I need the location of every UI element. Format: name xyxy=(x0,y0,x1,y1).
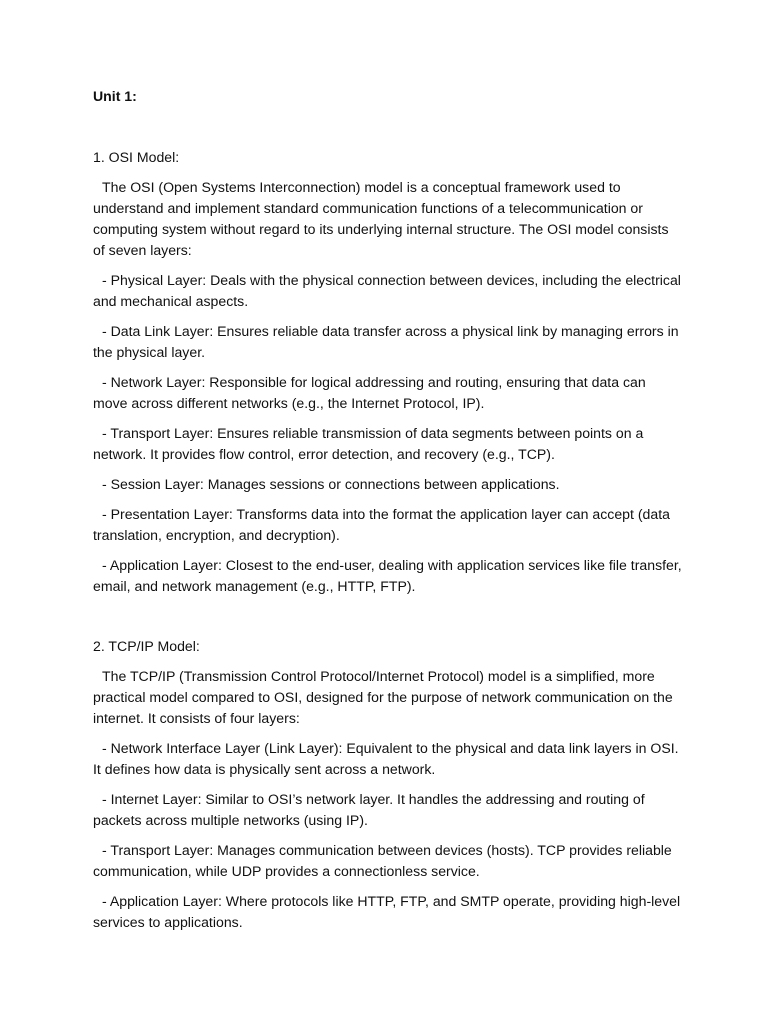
list-item-transport-layer: - Transport Layer: Manages communication between devices (hosts). TCP provides reliable communication, while UDP provides a connectionless service. xyxy=(93,842,672,879)
section-intro: The TCP/IP (Transmission Control Protocol/Internet Protocol) model is a simplified, more practical model compared to OSI, designed for the purpose of network communication on the internet. It consists of four layers: xyxy=(93,668,673,726)
list-item-session-layer: - Session Layer: Manages sessions or connections between applications. xyxy=(102,476,560,492)
section-tcpip-model xyxy=(93,636,683,942)
list-item-physical-layer: - Physical Layer: Deals with the physical connection between devices, including the electrical and mechanical aspects. xyxy=(93,272,681,309)
list-item-network-interface-layer: - Network Interface Layer (Link Layer): Equivalent to the physical and data link layers in OSI. It defines how data is physically sent across a network. xyxy=(93,740,679,777)
list-item-data-link-layer: - Data Link Layer: Ensures reliable data transfer across a physical link by managing errors in the physical layer. xyxy=(93,323,679,360)
list-item-application-layer: - Application Layer: Where protocols like HTTP, FTP, and SMTP operate, providing high-level services to applications. xyxy=(93,893,681,930)
list-item-internet-layer: - Internet Layer: Similar to OSI’s network layer. It handles the addressing and routing of packets across multiple networks (using IP). xyxy=(93,791,645,828)
list-item-transport-layer: - Transport Layer: Ensures reliable transmission of data segments between points on a network. It provides flow control, error detection, and recovery (e.g., TCP). xyxy=(93,425,644,462)
unit-title: Unit 1: xyxy=(93,88,137,104)
list-item-application-layer: - Application Layer: Closest to the end-user, dealing with application services like file transfer, email, and network management (e.g., HTTP, FTP). xyxy=(93,557,682,594)
section-heading: 1. OSI Model: xyxy=(93,149,180,165)
list-item-network-layer: - Network Layer: Responsible for logical addressing and routing, ensuring that data can move across different networks (e.g., the Internet Protocol, IP). xyxy=(93,374,646,411)
section-osi-model xyxy=(93,147,683,606)
section-heading: 2. TCP/IP Model: xyxy=(93,638,200,654)
section-intro: The OSI (Open Systems Interconnection) model is a conceptual framework used to understand and implement standard communication functions of a telecommunication or computing system without regard to its underlying internal structure. The OSI model consists of seven layers: xyxy=(93,179,669,258)
list-item-presentation-layer: - Presentation Layer: Transforms data into the format the application layer can accept (data translation, encryption, and decryption). xyxy=(93,506,670,543)
